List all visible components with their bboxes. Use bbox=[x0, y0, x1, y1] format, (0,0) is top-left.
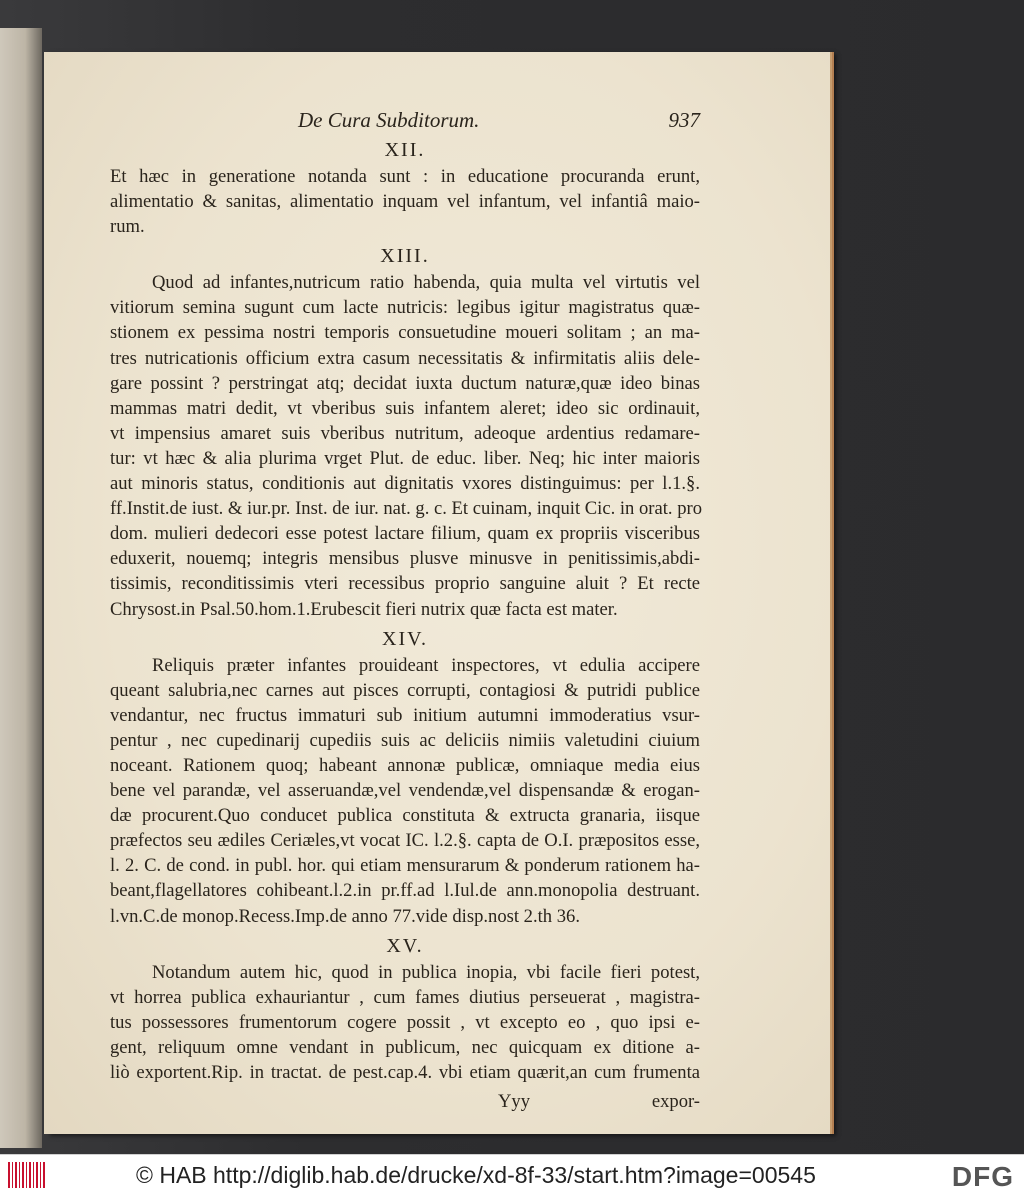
facing-page-edge bbox=[0, 28, 42, 1148]
text-line: tus possessores frumentorum cogere possit , vt excepto eo , quo ipsi e- bbox=[110, 1011, 700, 1033]
catchword: expor- bbox=[651, 1091, 700, 1113]
text-line: Et hæc in generatione notanda sunt : in educatione procuranda erunt, bbox=[110, 166, 700, 187]
text-line: aut minoris status, conditionis aut dignitatis vxores distinguimus: per l.1.§. bbox=[110, 473, 700, 495]
section-numeral: XIII. bbox=[380, 245, 430, 268]
text-line: ff.Instit.de iust. & iur.pr. Inst. de iur. nat. g. c. Et cuinam, inquit Cic. in orat. pro bbox=[110, 498, 702, 520]
text-line: vendantur, nec fructus immaturi sub initium autumni immoderatius vsur- bbox=[110, 704, 700, 726]
text-line: Quod ad infantes,nutricum ratio habenda, quia multa vel virtutis vel bbox=[152, 272, 700, 294]
text-line: Chrysost.in Psal.50.hom.1.Erubescit fieri nutrix quæ facta est mater. bbox=[110, 598, 618, 620]
text-line: gare possint ? perstringat atq; decidat iuxta ductum naturæ,quæ ideo binas bbox=[110, 372, 700, 394]
section-numeral: XV. bbox=[386, 934, 424, 957]
text-line: stionem ex pessima nostri temporis consuetudine moueri solitam ; an ma- bbox=[110, 322, 700, 344]
text-line: noceant. Rationem quoq; habeant annonæ publicæ, omniaque media eius bbox=[110, 754, 700, 776]
text-line: gent, reliquum omne vendant in publicum, nec quicquam ex ditione a- bbox=[110, 1036, 700, 1058]
text-line: beant,flagellatores cohibeant.l.2.in pr.ff.ad l.Iul.de ann.monopolia destruant. bbox=[110, 880, 700, 902]
text-line: dom. mulieri dedecori esse potest lactare filium, quam ex propriis visceribus bbox=[110, 523, 700, 545]
text-line: Reliquis præter infantes prouideant inspectores, vt edulia accipere bbox=[152, 654, 700, 676]
text-line: liò exportent.Rip. in tractat. de pest.cap.4. vbi etiam quærit,an cum frumenta bbox=[110, 1062, 700, 1083]
page-text bbox=[110, 108, 700, 1113]
signature-mark: Yyy bbox=[498, 1091, 531, 1113]
text-line: alimentatio & sanitas, alimentatio inquam vel infantum, vel infantiâ maio- bbox=[110, 191, 700, 213]
running-head bbox=[298, 108, 700, 133]
text-line: tres nutricationis officium extra casum necessitatis & infirmitatis aliis dele- bbox=[110, 347, 700, 369]
text-line: vitiorum semina sugunt cum lacte nutricis: legibus igitur magistratus quæ- bbox=[110, 297, 700, 319]
text-line: tur: vt hæc & alia plurima vrget Plut. de educ. liber. Neq; hic inter maioris bbox=[110, 447, 700, 469]
text-line: Notandum autem hic, quod in publica inopia, vbi facile fieri potest, bbox=[152, 961, 700, 983]
copyright-link[interactable]: © HAB http://diglib.hab.de/drucke/xd-8f-33/start.htm?image=00545 bbox=[136, 1161, 816, 1188]
text-line: l.vn.C.de monop.Recess.Imp.de anno 77.vide disp.nost 2.th 36. bbox=[110, 905, 580, 927]
dfg-logo: DFG bbox=[951, 1161, 1014, 1192]
text-line: mammas matri dedit, vt vberibus suis infantem aleret; ideo sic ordinauit, bbox=[110, 397, 700, 419]
text-line: vt horrea publica exhauriantur , cum fames diutius perseuerat , magistra- bbox=[110, 986, 700, 1008]
section-numeral: XIV. bbox=[382, 627, 428, 650]
text-line: queant salubria,nec carnes aut pisces corrupti, contagiosi & putridi publice bbox=[110, 679, 700, 701]
page-number: 937 bbox=[668, 108, 700, 132]
text-line: præfectos seu ædiles Ceriæles,vt vocat IC. l.2.§. capta de O.I. præpositos esse, bbox=[110, 830, 700, 852]
text-line: vt impensius amaret suis vberibus nutritum, adeoque ardentius redamare- bbox=[110, 422, 700, 444]
text-line: rum. bbox=[110, 216, 145, 238]
text-line: eduxerit, nouemq; integris mensibus plusve minusve in penitissimis,abdi- bbox=[110, 548, 700, 570]
text-line: l. 2. C. de cond. in publ. hor. qui etiam mensurarum & ponderum rationem ha- bbox=[110, 855, 700, 877]
text-line: dæ procurent.Quo conducet publica constituta & extructa granaria, iisque bbox=[110, 805, 700, 827]
text-line: pentur , nec cupedinarij cupediis suis ac deliciis nimiis valetudini ciuium bbox=[110, 729, 700, 751]
running-head-title: De Cura Subditorum. bbox=[298, 108, 480, 132]
section-numeral: XII. bbox=[384, 139, 426, 161]
catchword-line bbox=[498, 1091, 700, 1113]
hab-logo-icon bbox=[8, 1162, 46, 1188]
text-line: tissimis, reconditissimis vteri recessibus proprio sanguine aluit ? Et recte bbox=[110, 573, 700, 595]
viewer-footer bbox=[0, 1154, 1024, 1195]
text-line: bene vel parandæ, vel asseruandæ,vel vendendæ,vel dispensandæ & erogan- bbox=[110, 780, 700, 802]
